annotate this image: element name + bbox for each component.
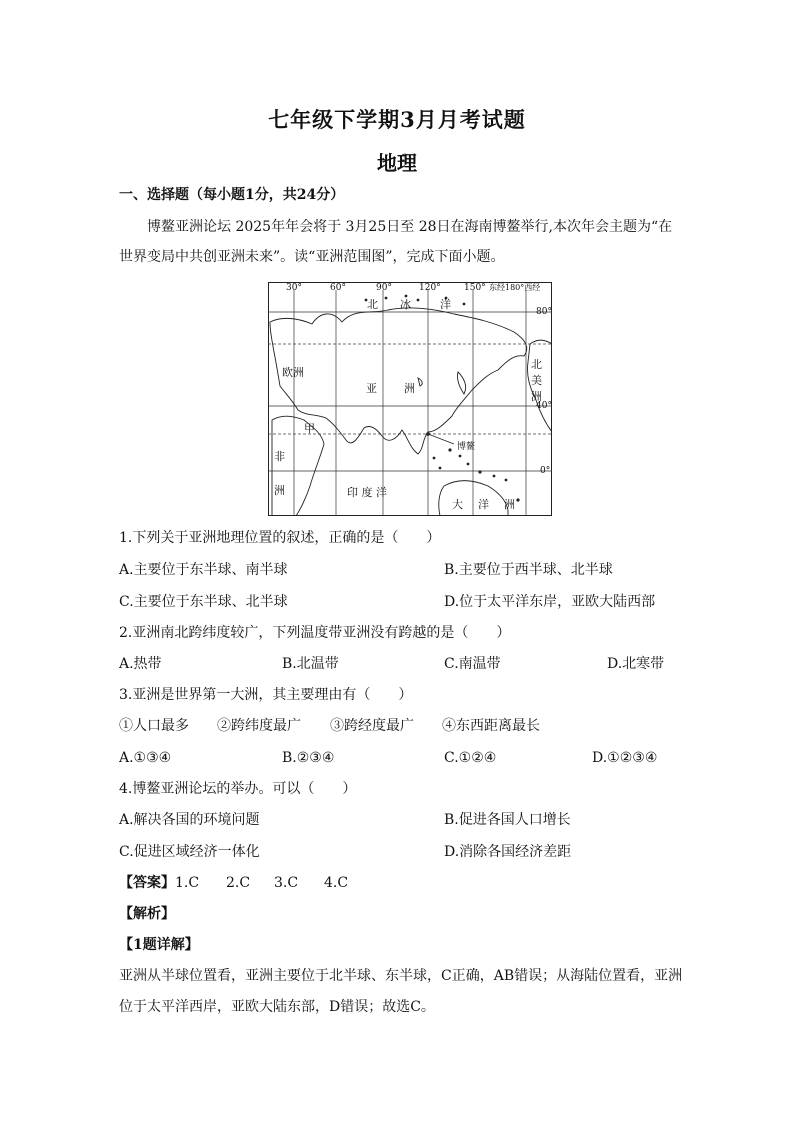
q3-option-c[interactable]: C.①②④: [444, 750, 497, 766]
lat-label-80: 80°: [536, 307, 552, 317]
q3-item-1: ①人口最多: [119, 718, 189, 734]
q4-option-a[interactable]: A.解决各国的环境问题: [119, 812, 260, 828]
oceania-label-1: 大: [452, 498, 463, 511]
africa-label-2: 洲: [274, 484, 285, 497]
q3-item-3: ③跨经度最广: [330, 718, 414, 734]
arctic-label-1: 北: [367, 298, 378, 311]
q2-option-c[interactable]: C.南温带: [444, 656, 501, 672]
oceania-label-3: 洲: [504, 498, 515, 511]
question-4-stem: 4.博鳌亚洲论坛的举办。可以（ ）: [119, 781, 357, 797]
answer-4: 4.C: [324, 875, 349, 891]
q4-option-d[interactable]: D.消除各国经济差距: [444, 844, 572, 860]
lon-label-150: 150°: [464, 283, 486, 293]
oceania-label-2: 洋: [478, 498, 489, 511]
answer-label: 【答案】: [119, 875, 175, 891]
arctic-label-3: 洋: [440, 298, 451, 311]
lat-label-40: 40°: [536, 401, 552, 411]
answer-3: 3.C: [274, 875, 299, 891]
q4-option-b[interactable]: B.促进各国人口增长: [444, 812, 571, 828]
q4-option-c[interactable]: C.促进区域经济一体化: [119, 844, 260, 860]
africa-label-1: 非: [274, 450, 285, 463]
answer-2: 2.C: [226, 875, 251, 891]
boao-marker: [426, 432, 430, 436]
asia-range-map: [268, 282, 552, 516]
q2-option-d[interactable]: D.北寒带: [607, 656, 665, 672]
lat-label-0: 0°: [540, 466, 551, 476]
analysis-line-1: 亚洲从半球位置看，亚洲主要位于北半球、东半球，C正确，AB错误；从海陆位置看，亚洲: [119, 968, 683, 984]
intro-line-2: 世界变局中共创亚洲未来”。读“亚洲范围图”，完成下面小题。: [119, 249, 505, 265]
q3-option-d[interactable]: D.①②③④: [592, 750, 658, 766]
q2-option-b[interactable]: B.北温带: [282, 656, 339, 672]
lon-label-120: 120°: [419, 283, 441, 293]
q3-item-2: ②跨纬度最广: [217, 718, 301, 734]
q3-option-a[interactable]: A.①③④: [119, 750, 172, 766]
q1-option-d[interactable]: D.位于太平洋东岸，亚欧大陆西部: [444, 594, 656, 610]
exam-title: 七年级下学期3月月考试题: [268, 107, 526, 132]
lon-label-90: 90°: [376, 283, 392, 293]
question-1-stem: 1.下列关于亚洲地理位置的叙述，正确的是（ ）: [119, 530, 441, 546]
europe-label: 欧洲: [282, 366, 304, 379]
map-frame: [269, 283, 552, 516]
north-america-label-3: 洲: [531, 390, 542, 403]
asia-label-1: 亚: [366, 382, 377, 395]
intro-line-1: 博鳌亚洲论坛 2025年年会将于 3月25日至 28日在海南博鳌举行,本次年会主题为“在: [147, 219, 673, 235]
q2-option-a[interactable]: A.热带: [119, 656, 162, 672]
analysis-line-2: 位于太平洋西岸，亚欧大陆东部，D错误；故选C。: [119, 999, 435, 1015]
q3-option-b[interactable]: B.②③④: [282, 750, 335, 766]
lon-label-60: 60°: [330, 283, 346, 293]
asia-label-2: 洲: [404, 382, 415, 395]
boao-label: 博鳌: [457, 442, 476, 452]
question-2-stem: 2.亚洲南北跨纬度较广，下列温度带亚洲没有跨越的是（ ）: [119, 625, 511, 641]
north-america-label-1: 北: [531, 358, 542, 371]
q3-item-4: ④东西距离最长: [442, 718, 540, 734]
jia-label: 甲: [304, 422, 315, 435]
q1-option-b[interactable]: B.主要位于西半球、北半球: [444, 562, 613, 578]
analysis-label: 【解析】: [119, 906, 175, 922]
analysis-sub-label: 【1题详解】: [119, 937, 199, 953]
lon-label-30: 30°: [286, 283, 302, 293]
section-heading: 一、选择题（每小题1分，共24分）: [119, 187, 345, 203]
q1-option-a[interactable]: A.主要位于东半球、南半球: [119, 562, 288, 578]
indian-ocean-label: 印 度 洋: [347, 486, 387, 499]
north-america-label-2: 美: [531, 374, 542, 387]
lon-label-180: 东经180°西经: [489, 283, 541, 292]
question-3-stem: 3.亚洲是世界第一大洲，其主要理由有（ ）: [119, 687, 413, 703]
answer-1: 1.C: [175, 875, 200, 891]
subject-title: 地理: [377, 151, 417, 175]
arctic-label-2: 冰: [400, 298, 411, 311]
q1-option-c[interactable]: C.主要位于东半球、北半球: [119, 594, 288, 610]
